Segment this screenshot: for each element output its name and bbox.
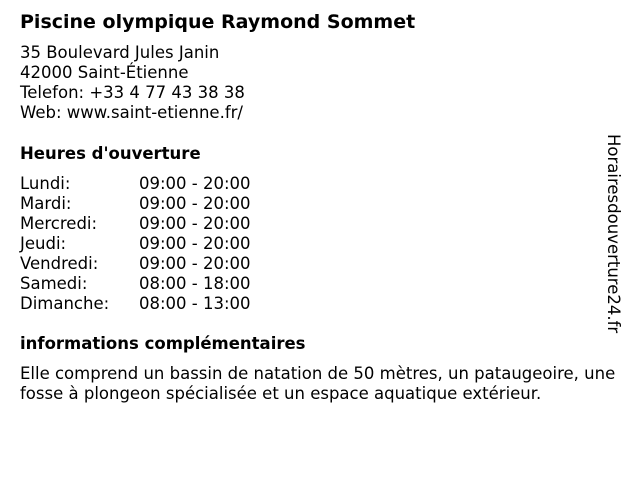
day-label: Dimanche:	[20, 294, 110, 313]
day-label: Vendredi:	[20, 254, 99, 273]
additional-info-text: Elle comprend un bassin de natation de 50 mètres, un pataugeoire, une fosse à plongeon spécialisée et un espace aquatique extérieur.	[20, 364, 616, 403]
opening-hours-heading: Heures d'ouverture	[20, 144, 201, 163]
day-label: Mardi:	[20, 194, 72, 213]
brand-watermark: Horairesdouverture24.fr	[604, 134, 623, 334]
time-range: 08:00 - 13:00	[139, 294, 251, 313]
day-label: Jeudi:	[20, 234, 67, 253]
address-block	[20, 43, 245, 123]
page-title: Piscine olympique Raymond Sommet	[20, 11, 416, 33]
website: Web: www.saint-etienne.fr/	[20, 103, 243, 122]
street-address: 35 Boulevard Jules Janin	[20, 43, 220, 62]
time-range: 08:00 - 18:00	[139, 274, 251, 293]
phone-number: Telefon: +33 4 77 43 38 38	[20, 83, 245, 102]
city-address: 42000 Saint-Étienne	[20, 63, 189, 82]
additional-info-heading: informations complémentaires	[20, 334, 306, 353]
time-range: 09:00 - 20:00	[139, 194, 251, 213]
time-range: 09:00 - 20:00	[139, 174, 251, 193]
time-range: 09:00 - 20:00	[139, 254, 251, 273]
day-label: Mercredi:	[20, 214, 98, 233]
time-range: 09:00 - 20:00	[139, 234, 251, 253]
day-label: Samedi:	[20, 274, 88, 293]
time-range: 09:00 - 20:00	[139, 214, 251, 233]
day-label: Lundi:	[20, 174, 71, 193]
